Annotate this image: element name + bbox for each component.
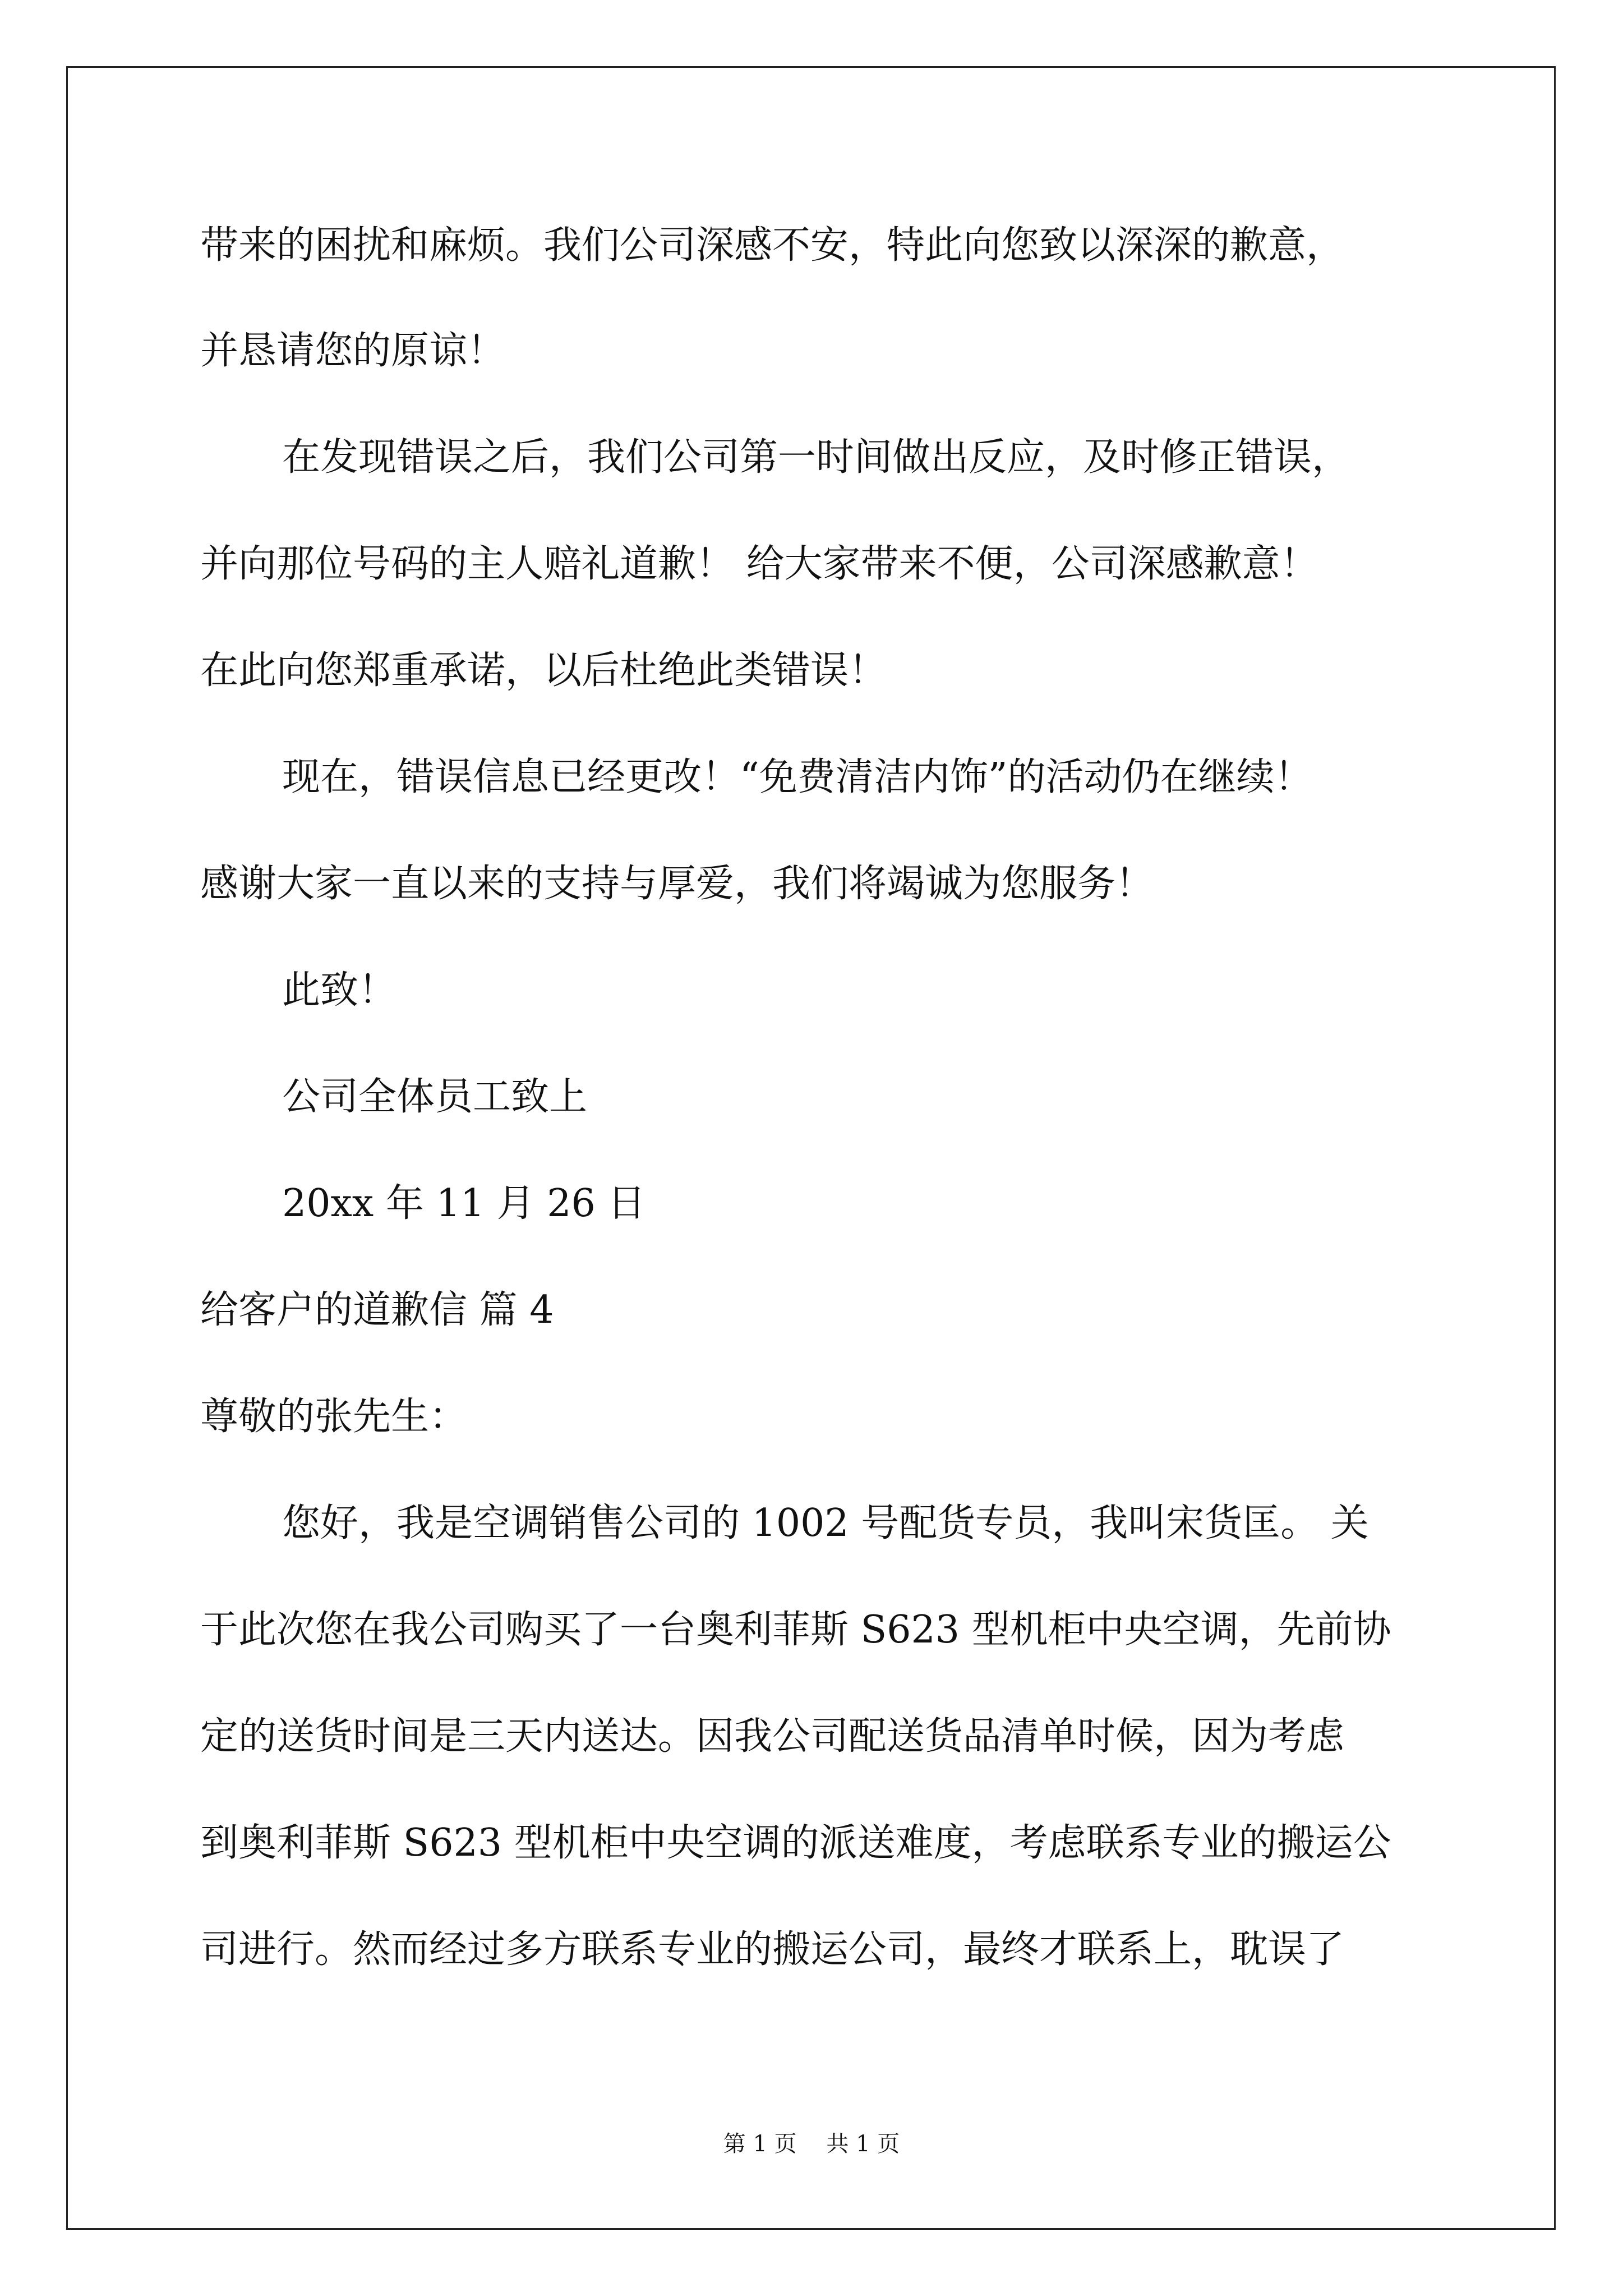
body-line-17: 司进行。然而经过多方联系专业的搬运公司，最终才联系上，耽误了 [200,1927,1345,1972]
body-line-3: 在发现错误之后，我们公司第一时间做出反应，及时修正错误， [282,435,1350,480]
closing-salutation: 此致！ [282,968,397,1013]
page-border [66,66,1556,2230]
body-line-6: 现在，错误信息已经更改！“免费清洁内饰”的活动仍在继续！ [282,755,1313,799]
body-line-5: 在此向您郑重承诺，以后杜绝此类错误！ [200,648,887,693]
greeting: 尊敬的张先生： [200,1395,468,1439]
body-line-13: 您好，我是空调销售公司的 1002 号配货专员，我叫宋货匡。 关 [282,1501,1369,1545]
letter-date: 20xx 年 11 月 26 日 [282,1181,646,1226]
signature: 公司全体员工致上 [282,1075,588,1119]
page-footer [0,2130,1623,2158]
page-number-total: 共 1 页 [826,2131,900,2157]
body-line-16: 到奥利菲斯 S623 型机柜中央空调的派送难度，考虑联系专业的搬运公 [200,1821,1391,1865]
body-line-14: 于此次您在我公司购买了一台奥利菲斯 S623 型机柜中央空调，先前协 [200,1608,1391,1652]
section-heading: 给客户的道歉信 篇 4 [200,1288,554,1332]
body-line-7: 感谢大家一直以来的支持与厚爱，我们将竭诚为您服务！ [200,862,1154,906]
body-line-4: 并向那位号码的主人赔礼道歉！ 给大家带来不便，公司深感歉意！ [200,542,1318,586]
body-line-1: 带来的困扰和麻烦。我们公司深感不安，特此向您致以深深的歉意， [200,223,1345,268]
body-line-2: 并恳请您的原谅！ [200,329,506,373]
page-number-current: 第 1 页 [723,2131,797,2157]
body-line-15: 定的送货时间是三天内送达。因我公司配送货品清单时候，因为考虑 [200,1714,1345,1759]
